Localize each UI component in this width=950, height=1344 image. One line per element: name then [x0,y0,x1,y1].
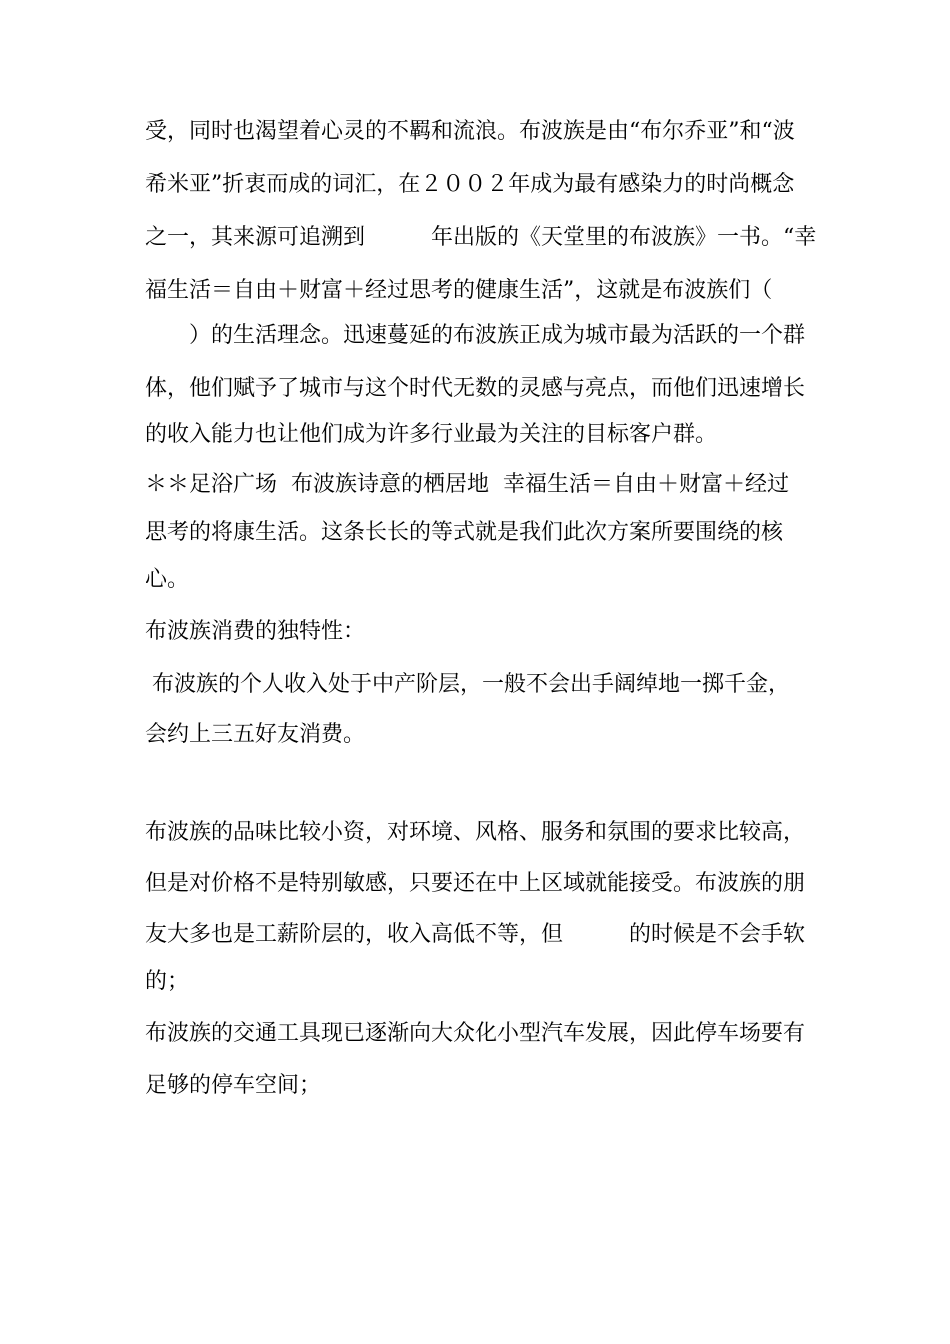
paragraph-line: 会约上三五好友消费。 [145,722,366,747]
paragraph-line: 的收入能力也让他们成为许多行业最为关注的目标客户群。 [145,422,718,447]
paragraph-line: 福生活＝自由＋财富＋经过思考的健康生活”，这就是布波族们（ [145,278,773,303]
paragraph-line: 但是对价格不是特别敏感，只要还在中上区域就能接受。布波族的朋 [145,871,806,896]
paragraph-line: 布波族的交通工具现已逐渐向大众化小型汽车发展，因此停车场要有 [145,1021,806,1046]
paragraph-line: 希米亚”折衷而成的词汇，在２００２年成为最有感染力的时尚概念 [145,172,795,197]
paragraph-line: ）的生活理念。迅速蔓延的布波族正成为城市最为活跃的一个群 [145,323,806,348]
paragraph-line: 思考的将康生活。这条长长的等式就是我们此次方案所要围绕的核 [145,520,784,545]
paragraph-line: 心。 [145,567,190,592]
paragraph-line: 的； [145,969,190,994]
paragraph-line: 受，同时也渴望着心灵的不羁和流浪。布波族是由“布尔乔亚”和“波 [145,119,795,144]
paragraph-line: 足够的停车空间； [145,1073,322,1098]
paragraph-line: ＊＊足浴广场 布波族诗意的栖居地 幸福生活＝自由＋财富＋经过 [145,472,789,497]
section-heading: 布波族消费的独特性： [145,619,366,644]
paragraph-line: 布波族的个人收入处于中产阶层，一般不会出手阔绰地一掷千金， [145,672,790,697]
paragraph-line: 布波族的品味比较小资，对环境、风格、服务和氛围的要求比较高， [145,820,806,845]
paragraph-line: 体，他们赋予了城市与这个时代无数的灵感与亮点，而他们迅速增长 [145,376,806,401]
paragraph-line: 友大多也是工薪阶层的，收入高低不等，但 的时候是不会手软 [145,922,806,947]
paragraph-line: 之一，其来源可追溯到 年出版的《天堂里的布波族》一书。“幸 [145,225,817,250]
